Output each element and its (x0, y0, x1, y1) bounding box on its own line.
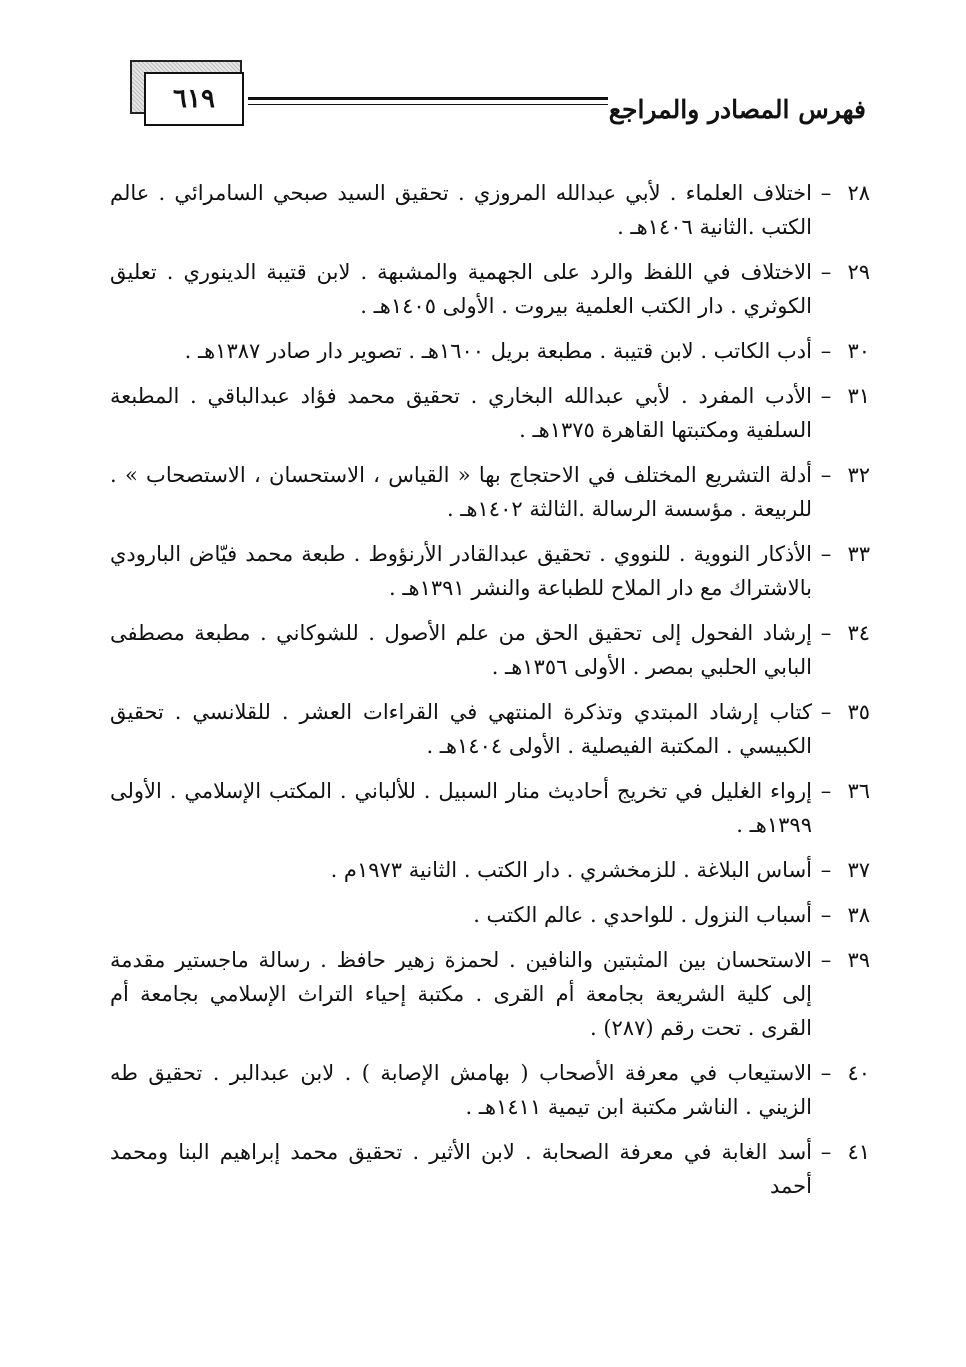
entry-number: ٢٩ (847, 260, 870, 284)
entry-dash: – (820, 858, 832, 882)
entry-number: ٢٨ (847, 181, 870, 205)
entry-text: أدب الكاتب . لابن قتيبة . مطبعة بريل ١٦٠٠هـ . تصوير دار صادر ١٣٨٧هـ . (184, 339, 812, 363)
bibliography-entry (110, 379, 870, 447)
entry-number: ٣٦ (847, 779, 870, 803)
page-header (0, 0, 966, 150)
entry-number: ٣٣ (847, 542, 870, 566)
entry-dash: – (820, 384, 832, 408)
entry-number: ٣٨ (847, 903, 870, 927)
entry-dash: – (820, 621, 832, 645)
entry-number: ٤١ (847, 1140, 870, 1164)
entry-text: الاستيعاب في معرفة الأصحاب ( بهامش الإصابة ) . لابن عبدالبر . تحقيق طه الزيني . الناشر مكتبة ابن تيمية ١٤١١هـ . (110, 1061, 812, 1119)
entry-text: أسباب النزول . للواحدي . عالم الكتب . (473, 903, 812, 927)
bibliography-list (110, 176, 870, 1214)
entry-number: ٣٠ (847, 339, 870, 363)
entry-text: أساس البلاغة . للزمخشري . دار الكتب . الثانية ١٩٧٣م . (330, 858, 812, 882)
entry-text: الأذكار النووية . للنووي . تحقيق عبدالقادر الأرنؤوط . طبعة محمد فيّاض البارودي بالاشتراك مع دار الملاح للطباعة والنشر ١٣٩١هـ . (110, 542, 812, 600)
bibliography-entry (110, 853, 870, 887)
entry-dash: – (820, 948, 832, 972)
entry-text: كتاب إرشاد المبتدي وتذكرة المنتهي في القراءات العشر . للقلانسي . تحقيق الكبيسي . المكتبة الفيصلية . الأولى ١٤٠٤هـ . (110, 700, 812, 758)
entry-text: أدلة التشريع المختلف في الاحتجاج بها « القياس ، الاستحسان ، الاستصحاب » . للربيعة . مؤسسة الرسالة .الثالثة ١٤٠٢هـ . (110, 463, 812, 521)
entry-text: الأدب المفرد . لأبي عبدالله البخاري . تحقيق محمد فؤاد عبدالباقي . المطبعة السلفية ومكتبتها القاهرة ١٣٧٥هـ . (110, 384, 812, 442)
entry-dash: – (820, 1140, 832, 1164)
bibliography-entry (110, 1135, 870, 1203)
bibliography-entry (110, 898, 870, 932)
entry-dash: – (820, 260, 832, 284)
entry-dash: – (820, 181, 832, 205)
entry-text: الاستحسان بين المثبتين والنافين . لحمزة زهير حافظ . رسالة ماجستير مقدمة إلى كلية الشريعة بجامعة أم القرى . مكتبة إحياء التراث الإسلامي بجامعة أم القرى . تحت رقم (٢٨٧) . (110, 948, 812, 1040)
bibliography-entry (110, 943, 870, 1045)
bibliography-entry (110, 774, 870, 842)
bibliography-entry (110, 616, 870, 684)
bibliography-entry (110, 1056, 870, 1124)
bibliography-entry (110, 176, 870, 244)
entry-dash: – (820, 339, 832, 363)
entry-text: أسد الغابة في معرفة الصحابة . لابن الأثير . تحقيق محمد إبراهيم البنا ومحمد أحمد (110, 1140, 812, 1198)
bibliography-entry (110, 695, 870, 763)
entry-dash: – (820, 779, 832, 803)
entry-dash: – (820, 700, 832, 724)
entry-number: ٤٠ (847, 1061, 870, 1085)
entry-number: ٣٥ (847, 700, 870, 724)
entry-number: ٣٧ (847, 858, 870, 882)
entry-number: ٣٤ (847, 621, 870, 645)
bibliography-entry (110, 255, 870, 323)
entry-dash: – (820, 542, 832, 566)
page-number: ٦١٩ (173, 84, 215, 114)
entry-text: إرواء الغليل في تخريج أحاديث منار السبيل . للألباني . المكتب الإسلامي . الأولى ١٣٩٩هـ . (110, 779, 812, 837)
entry-number: ٣٩ (847, 948, 870, 972)
bibliography-entry (110, 334, 870, 368)
header-rule-thick (248, 97, 608, 100)
entry-number: ٣٢ (847, 463, 870, 487)
header-rule-thin (248, 104, 608, 105)
page-number-box (144, 72, 244, 126)
entry-text: اختلاف العلماء . لأبي عبدالله المروزي . تحقيق السيد صبحي السامرائي . عالم الكتب .الثانية ١٤٠٦هـ . (110, 181, 812, 239)
bibliography-entry (110, 537, 870, 605)
entry-text: إرشاد الفحول إلى تحقيق الحق من علم الأصول . للشوكاني . مطبعة مصطفى البابي الحلبي بمصر . الأولى ١٣٥٦هـ . (110, 621, 812, 679)
entry-number: ٣١ (847, 384, 870, 408)
entry-dash: – (820, 463, 832, 487)
entry-text: الاختلاف في اللفظ والرد على الجهمية والمشبهة . لابن قتيبة الدينوري . تعليق الكوثري . دار الكتب العلمية بيروت . الأولى ١٤٠٥هـ . (110, 260, 812, 318)
running-title: فهرس المصادر والمراجع (608, 95, 866, 124)
entry-dash: – (820, 903, 832, 927)
bibliography-entry (110, 458, 870, 526)
entry-dash: – (820, 1061, 832, 1085)
